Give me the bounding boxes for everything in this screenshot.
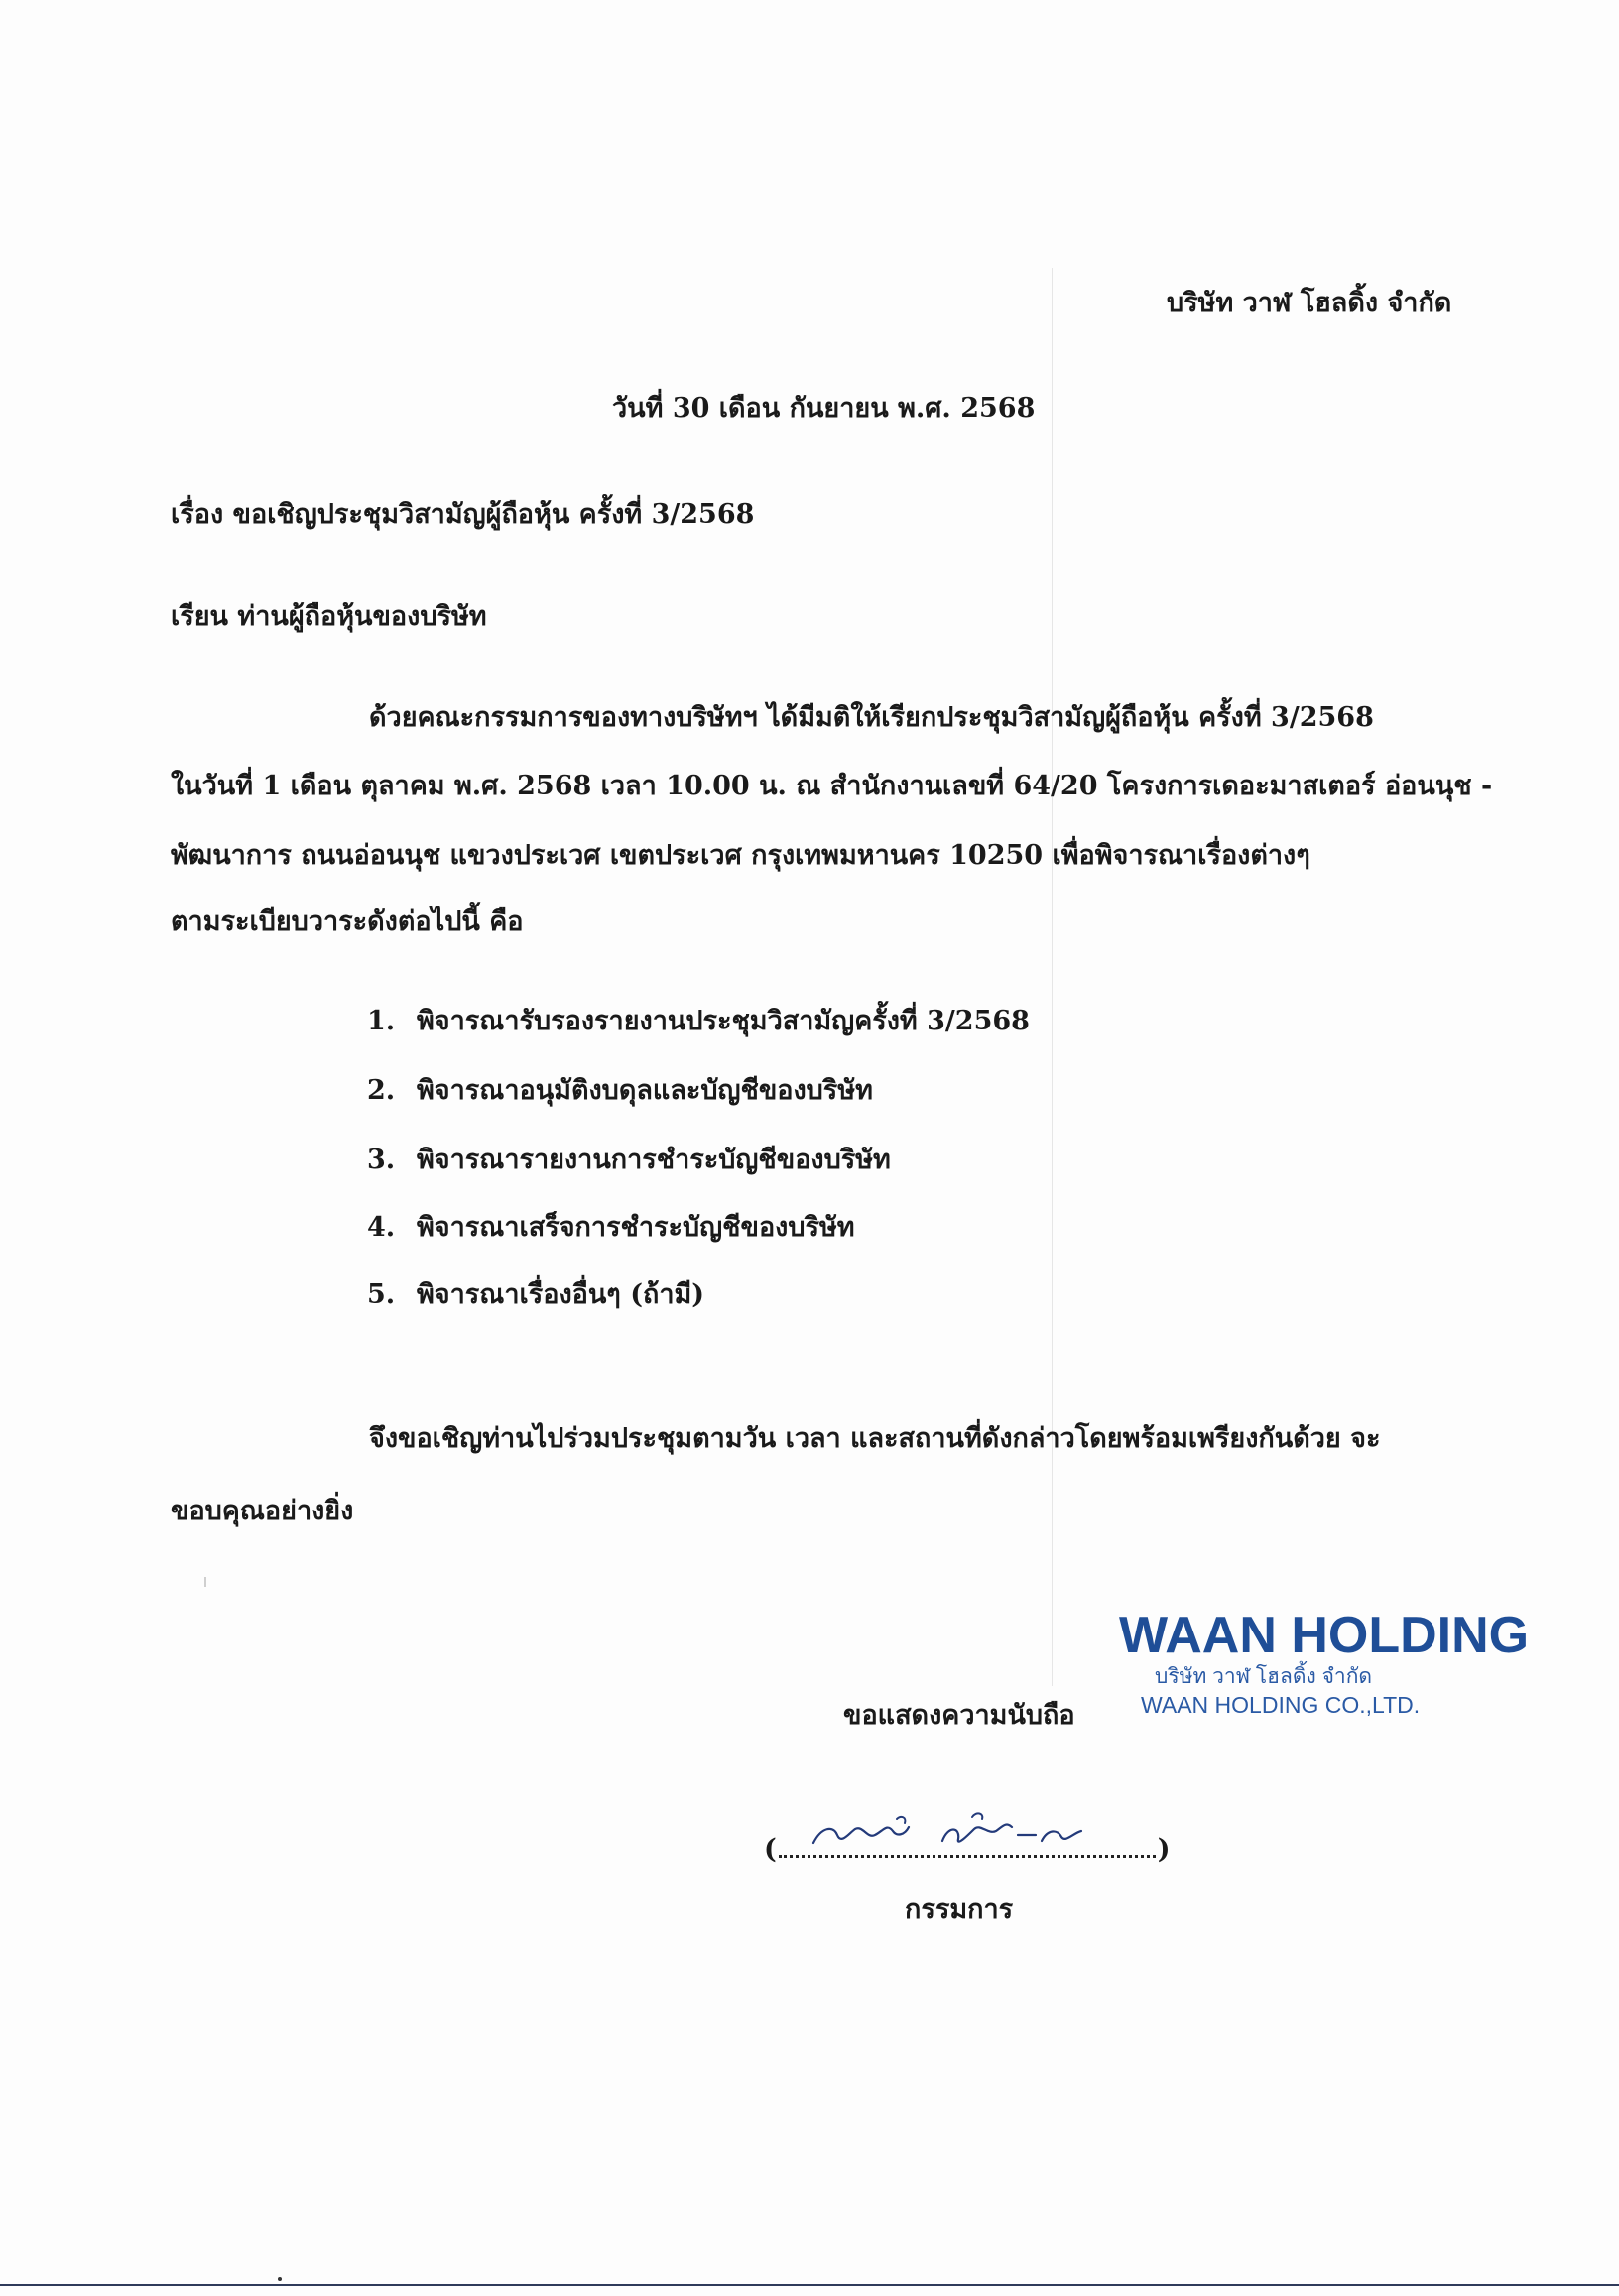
scan-speck: [204, 1577, 206, 1587]
body-paragraph-line: ตามระเบียบวาระดังต่อไปนี้ คือ: [171, 906, 524, 937]
agenda-item-number: 2.: [367, 1075, 396, 1106]
agenda-item-text: พิจารณาอนุมัติงบดุลและบัญชีของบริษัท: [417, 1075, 873, 1106]
agenda-item: [367, 1004, 1030, 1039]
letter-subject: เรื่อง ขอเชิญประชุมวิสามัญผู้ถือหุ้น ครั้งที่ 3/2568: [171, 499, 755, 530]
company-header: บริษัท วาฬ โฮลดิ้ง จำกัด: [1167, 288, 1452, 318]
agenda-item-text: พิจารณารายงานการชำระบัญชีของบริษัท: [417, 1145, 891, 1175]
body-paragraph-line: ด้วยคณะกรรมการของทางบริษัทฯ ได้มีมติให้เรียกประชุมวิสามัญผู้ถือหุ้น ครั้งที่ 3/2568: [369, 702, 1374, 733]
stamp-main-text: WAAN HOLDING: [1119, 1607, 1530, 1664]
signature-line: [764, 1833, 1171, 1865]
signature-close-paren: ): [1157, 1834, 1171, 1865]
closing-paragraph-line: ขอบคุณอย่างยิ่ง: [171, 1496, 354, 1526]
closing-paragraph-line: จึงขอเชิญท่านไปร่วมประชุมตามวัน เวลา และสถานที่ดังกล่าวโดยพร้อมเพรียงกันด้วย จะ: [369, 1423, 1381, 1454]
company-stamp: [1119, 1607, 1530, 1720]
body-paragraph-line: พัฒนาการ ถนนอ่อนนุช แขวงประเวศ เขตประเวศ กรุงเทพมหานคร 10250 เพื่อพิจารณาเรื่องต่างๆ: [171, 840, 1310, 871]
agenda-item: [367, 1210, 855, 1246]
regards-text: ขอแสดงความนับถือ: [843, 1700, 1075, 1731]
stamp-english-text: WAAN HOLDING CO.,LTD.: [1141, 1692, 1421, 1718]
agenda-item-text: พิจารณาเรื่องอื่นๆ (ถ้ามี): [417, 1279, 705, 1310]
letter-salutation: เรียน ท่านผู้ถือหุ้นของบริษัท: [171, 601, 487, 632]
agenda-item-number: 4.: [367, 1212, 396, 1243]
signature-dotted-line: [779, 1833, 1156, 1858]
agenda-item: [367, 1073, 873, 1109]
agenda-item-number: 5.: [367, 1279, 396, 1310]
agenda-item: [367, 1143, 891, 1178]
scan-fold-line: [1052, 268, 1053, 1686]
stamp-thai-text: บริษัท วาฬ โฮลดิ้ง จำกัด: [1155, 1665, 1373, 1688]
letter-date: วันที่ 30 เดือน กันยายน พ.ศ. 2568: [612, 393, 1036, 423]
agenda-item-number: 3.: [367, 1145, 396, 1175]
scan-speck: [278, 2277, 282, 2281]
signature-open-paren: (: [764, 1834, 777, 1865]
scan-bottom-edge: [0, 2284, 1619, 2286]
body-paragraph-line: ในวันที่ 1 เดือน ตุลาคม พ.ศ. 2568 เวลา 10.00 น. ณ สำนักงานเลขที่ 64/20 โครงการเดอะมาสเตอร์ อ่อนนุช -: [171, 771, 1493, 801]
agenda-item-text: พิจารณาเสร็จการชำระบัญชีของบริษัท: [417, 1212, 855, 1243]
agenda-item-number: 1.: [367, 1006, 396, 1036]
signatory-title: กรรมการ: [905, 1894, 1014, 1925]
agenda-item-text: พิจารณารับรองรายงานประชุมวิสามัญครั้งที่ 3/2568: [417, 1006, 1030, 1036]
agenda-item: [367, 1277, 704, 1313]
